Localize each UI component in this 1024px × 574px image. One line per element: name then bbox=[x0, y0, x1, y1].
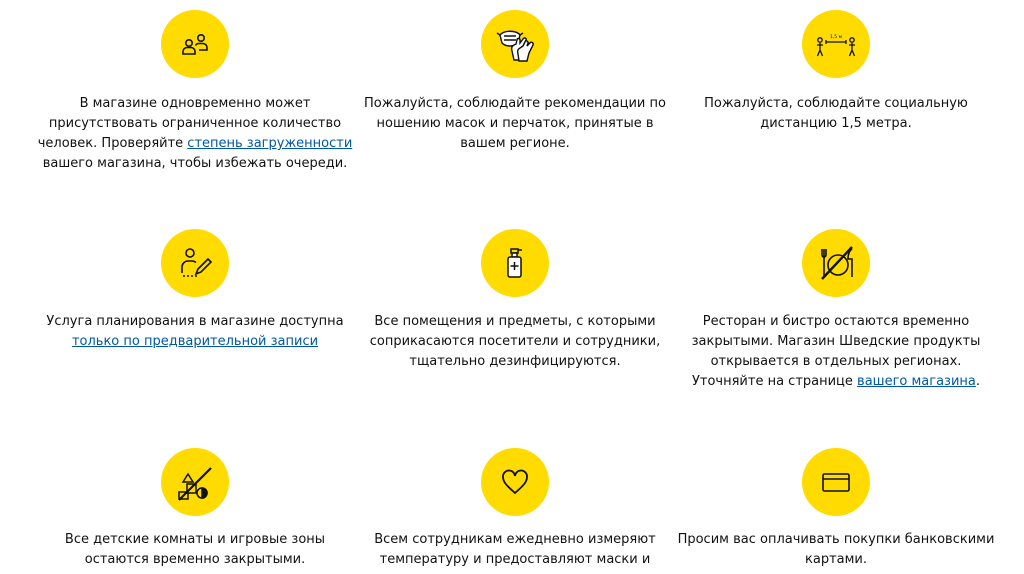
info-text bbox=[355, 312, 675, 372]
text-line: закрытыми. Магазин Шведские продукты bbox=[691, 334, 981, 349]
social-distance-icon bbox=[812, 26, 860, 62]
heart-icon bbox=[497, 464, 533, 500]
info-text bbox=[35, 94, 355, 174]
store-load-link[interactable]: степень загруженности bbox=[187, 136, 353, 151]
text-line: тщательно дезинфицируются. bbox=[409, 354, 621, 369]
icon-badge bbox=[161, 10, 229, 78]
text-line bbox=[35, 332, 355, 352]
icon-badge bbox=[802, 448, 870, 516]
info-text bbox=[35, 312, 355, 352]
text-line: вашего магазина, чтобы избежать очереди. bbox=[42, 156, 348, 171]
text-line: Всем сотрудникам ежедневно измеряют bbox=[374, 532, 656, 547]
text-line: вашем регионе. bbox=[460, 136, 570, 151]
text-line: дистанцию 1,5 метра. bbox=[760, 116, 912, 131]
icon-badge bbox=[802, 229, 870, 297]
your-store-link[interactable]: вашего магазина bbox=[857, 374, 976, 389]
text-line: Услуга планирования в магазине доступна bbox=[46, 314, 344, 329]
icon-badge bbox=[481, 229, 549, 297]
sanitizer-icon bbox=[497, 243, 533, 283]
text-line: температуру и предоставляют маски и bbox=[379, 552, 651, 567]
info-text bbox=[35, 530, 355, 570]
icon-badge bbox=[802, 10, 870, 78]
people-icon bbox=[177, 26, 213, 62]
text-line: картами. bbox=[805, 552, 867, 567]
text-line: ношению масок и перчаток, принятые в bbox=[376, 116, 654, 131]
icon-badge bbox=[161, 448, 229, 516]
info-text bbox=[355, 94, 675, 154]
text-line: Просим вас оплачивать покупки банковскими bbox=[677, 532, 995, 547]
info-text bbox=[676, 312, 996, 392]
text-line: соприкасаются посетители и сотрудники, bbox=[369, 334, 661, 349]
icon-badge bbox=[481, 448, 549, 516]
text-line: остаются временно закрытыми. bbox=[84, 552, 306, 567]
text-line: Пожалуйста, соблюдайте рекомендации по bbox=[364, 96, 666, 111]
icon-badge bbox=[161, 229, 229, 297]
person-writing-icon bbox=[175, 243, 215, 283]
text-line: присутствовать ограниченное количество bbox=[48, 116, 342, 131]
text-line: открывается в отдельных регионах. bbox=[710, 354, 962, 369]
restaurant-closed-icon bbox=[814, 241, 858, 285]
text-line: В магазине одновременно может bbox=[79, 96, 311, 111]
info-text bbox=[676, 94, 996, 134]
text-line: Все детские комнаты и игровые зоны bbox=[64, 532, 326, 547]
text-line: Ресторан и бистро остаются временно bbox=[702, 314, 970, 329]
info-text bbox=[355, 530, 675, 570]
playroom-closed-icon bbox=[173, 460, 217, 504]
text-line: Пожалуйста, соблюдайте социальную bbox=[704, 96, 968, 111]
text-line: Все помещения и предметы, с которыми bbox=[374, 314, 656, 329]
svg-text:1,5 м: 1,5 м bbox=[830, 35, 842, 40]
text-line: Уточняйте на странице вашего магазина. bbox=[691, 374, 981, 389]
bank-card-icon bbox=[818, 464, 854, 500]
mask-and-gloves-icon bbox=[493, 22, 537, 66]
icon-badge bbox=[481, 10, 549, 78]
appointment-link[interactable]: только по предварительной записи bbox=[71, 334, 319, 349]
info-text bbox=[676, 530, 996, 570]
text-line: человек. Проверяйте степень загруженности bbox=[37, 136, 353, 151]
